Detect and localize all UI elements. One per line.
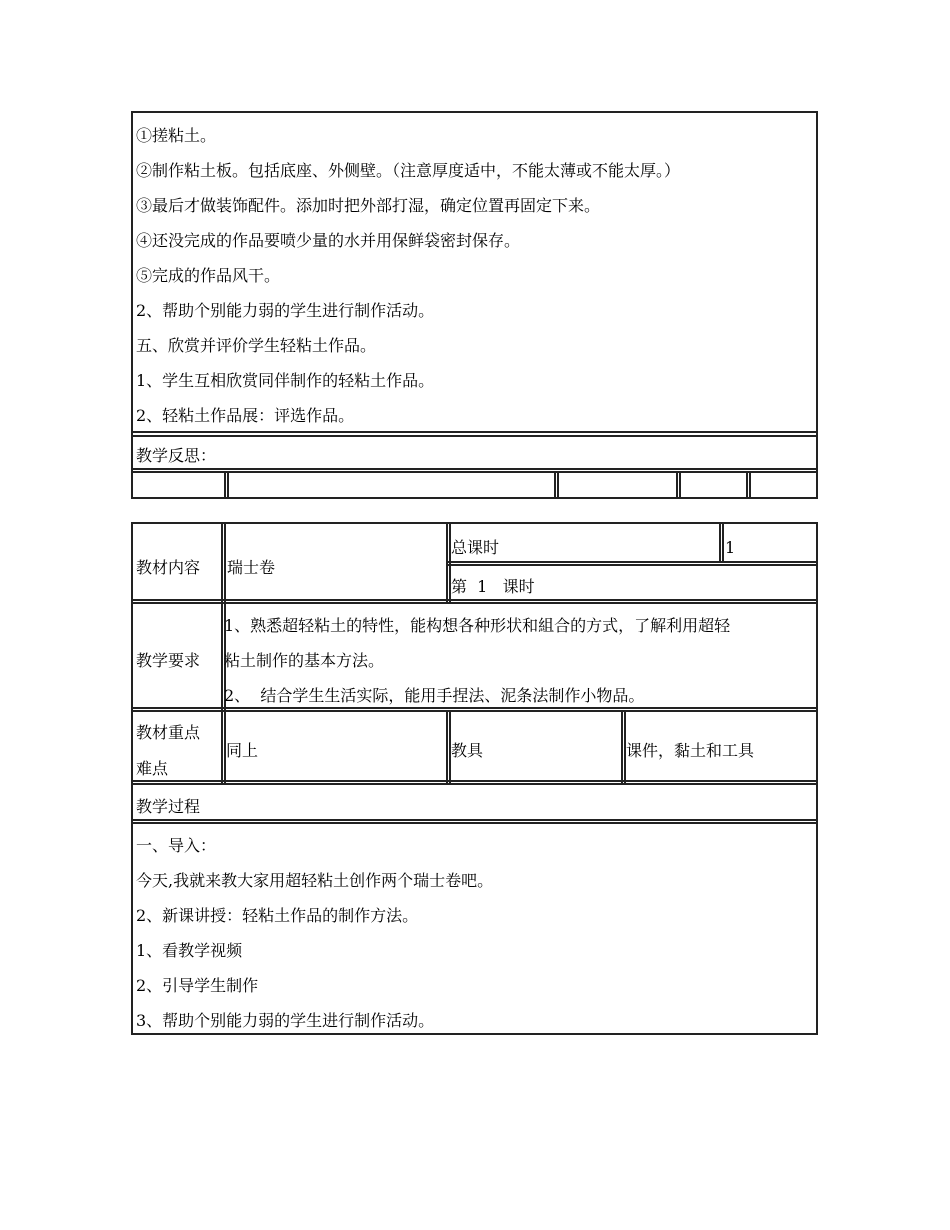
key-points-value: 同上	[226, 741, 259, 760]
process-line-2: 今天,我就来教大家用超轻粘土创作两个瑞士卷吧。	[136, 871, 494, 890]
empty-cell-divider	[557, 471, 559, 497]
column-divider	[722, 524, 724, 563]
column-divider	[221, 710, 223, 783]
empty-cell-divider	[676, 471, 678, 497]
requirements-line-1: 1、熟悉超轻粘土的特性，能构想各种形状和組合的方式，了解利用超轻	[224, 616, 731, 635]
column-divider	[224, 524, 226, 602]
divider	[133, 707, 816, 709]
step-line-3: ③最后才做装饰配件。添加时把外部打湿，确定位置再固定下来。	[136, 196, 601, 215]
total-hours-value: 1	[725, 538, 736, 557]
empty-cell-divider	[227, 471, 229, 497]
step-line-5: ⑤完成的作品风干。	[136, 266, 281, 285]
empty-cell-divider	[746, 471, 748, 497]
period-label: 第 1 课时	[451, 577, 535, 596]
requirements-label: 教学要求	[136, 651, 201, 670]
divider	[133, 468, 816, 470]
divider	[133, 783, 816, 785]
process-line-3: 2、新课讲授：轻粘土作品的制作方法。	[136, 906, 419, 925]
process-line-4: 1、看教学视频	[136, 941, 243, 960]
divider	[133, 819, 816, 821]
column-divider	[221, 602, 223, 710]
empty-cell-divider	[749, 471, 751, 497]
column-divider	[719, 524, 721, 563]
tools-label: 教具	[451, 741, 484, 760]
divider	[133, 602, 816, 604]
divider	[133, 822, 816, 824]
content-label: 教材内容	[136, 558, 201, 577]
column-divider	[221, 524, 223, 602]
step-line-8: 1、学生互相欣赏同伴制作的轻粘土作品。	[136, 371, 435, 390]
divider	[133, 780, 816, 782]
step-line-4: ④还没完成的作品要喷少量的水并用保鲜袋密封保存。	[136, 231, 521, 250]
total-hours-label: 总课时	[451, 538, 500, 557]
lesson-plan-table	[131, 522, 818, 1035]
column-divider	[621, 710, 623, 783]
empty-cell-divider	[554, 471, 556, 497]
step-line-9: 2、轻粘土作品展：评选作品。	[136, 406, 355, 425]
tools-value: 课件，黏土和工具	[626, 741, 755, 760]
activity-steps-table	[131, 111, 818, 499]
divider	[448, 561, 816, 563]
step-line-7: 五、欣赏并评价学生轻粘土作品。	[136, 336, 377, 355]
process-label: 教学过程	[136, 797, 201, 816]
divider	[133, 435, 816, 437]
step-line-2: ②制作粘土板。包括底座、外侧壁。（注意厚度适中，不能太薄或不能太厚。）	[136, 161, 681, 180]
column-divider	[446, 524, 448, 602]
step-line-1: ①搓粘土。	[136, 126, 217, 145]
reflection-label: 教学反思：	[136, 446, 217, 465]
divider	[133, 431, 816, 433]
divider	[133, 599, 816, 601]
content-value: 瑞士卷	[227, 558, 276, 577]
divider	[448, 564, 816, 566]
process-line-6: 3、帮助个别能力弱的学生进行制作活动。	[136, 1011, 435, 1030]
process-line-1: 一、导入：	[136, 836, 217, 855]
divider	[133, 710, 816, 712]
step-line-6: 2、帮助个别能力弱的学生进行制作活动。	[136, 301, 435, 320]
divider	[133, 471, 816, 473]
empty-cell-divider	[224, 471, 226, 497]
process-line-5: 2、引导学生制作	[136, 976, 259, 995]
empty-cell-divider	[679, 471, 681, 497]
key-points-label-line1: 教材重点	[136, 723, 201, 742]
requirements-line-2: 粘土制作的基本方法。	[224, 651, 385, 670]
requirements-line-3: 2、 结合学生生活实际，能用手捏法、泥条法制作小物品。	[224, 686, 645, 705]
key-points-label-line2: 难点	[136, 759, 169, 778]
column-divider	[446, 710, 448, 783]
